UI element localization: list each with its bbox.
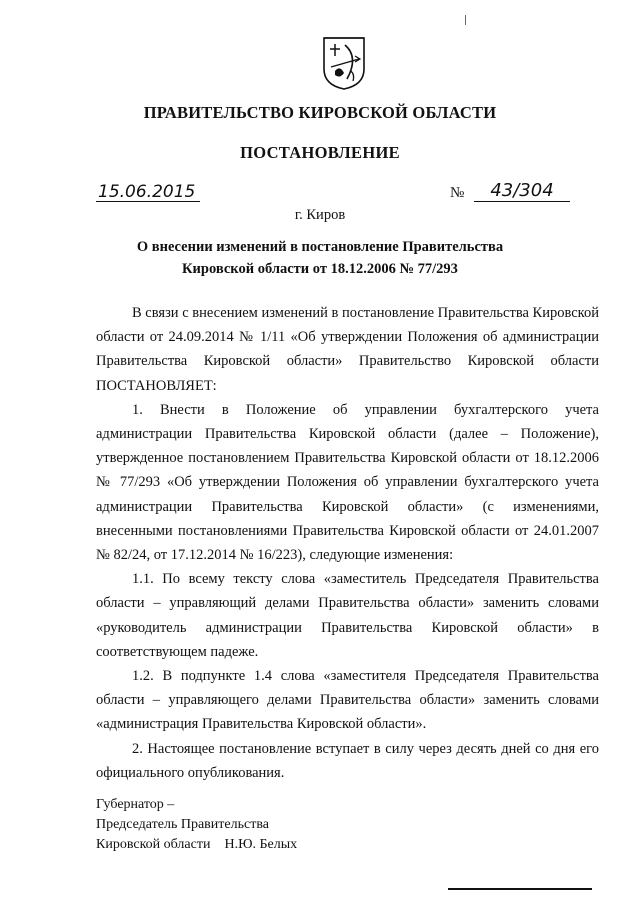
document-title-line-1: О внесении изменений в постановление Правительства [136,239,504,255]
document-type-heading: ПОСТАНОВЛЕНИЕ [240,143,400,162]
signature-title-line-3 [96,835,297,855]
government-heading: ПРАВИТЕЛЬСТВО КИРОВСКОЙ ОБЛАСТИ [143,103,497,122]
scan-mark [465,15,466,25]
signature-title-line-2: Председатель Правительства [96,817,269,832]
signature-block [96,795,297,855]
signature-title-line-1: Губернатор – [96,797,175,812]
body-paragraph: 1.1. По всему тексту слова «заместитель Председателя Правительства области – управляющий делами Правительства области» заменить словами «руководитель администрации Правительства Кировской области» в соответствующем падеже. [96,571,599,660]
document-date: 15.06.2015 [96,183,200,202]
kirov-coat-of-arms-icon [321,35,367,91]
number-label: № [450,185,465,201]
document-title [120,236,520,280]
document-number: 43/304 [474,181,570,202]
document-title-line-2: Кировской области от 18.12.2006 № 77/293 [182,261,458,277]
body-paragraph: 1.2. В подпункте 1.4 слова «заместителя Председателя Правительства области – управляющего делами Правительства области» заменить словами «администрация Правительства Кировской области». [96,668,599,733]
city: г. Киров [294,207,346,223]
body-paragraph: 1. Внести в Положение об управлении бухгалтерского учета администрации Правительства Кировской области (далее – Положение), утвержденное постановлением Правительства Кировской области от 18.12.2006 № 77/293 «Об утверждении Положения об управлении бухгалтерского учета администрации Правительства Кировской области» (с изменениями, внесенными постановлениями Правительства Кировской области от 24.01.2007 № 82/24, от 17.12.2014 № 16/223), следующие изменения: [96,401,599,564]
body-paragraph: 2. Настоящее постановление вступает в силу через десять дней со дня его официального опубликования. [96,740,599,781]
signature-region: Кировской области [96,837,211,852]
document-body [96,301,599,785]
body-paragraph: В связи с внесением изменений в постановление Правительства Кировской области от 24.09.2014 № 1/11 «Об утверждении Положения об администрации Правительства Кировской области» Правительство Кировской области ПОСТАНОВЛЯЕТ: [96,305,599,394]
footer-rule [448,888,592,890]
signatory-name: Н.Ю. Белых [224,837,298,852]
